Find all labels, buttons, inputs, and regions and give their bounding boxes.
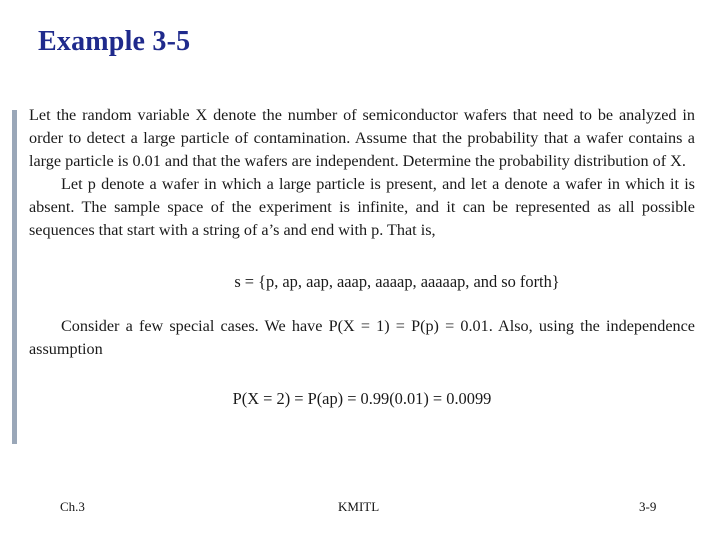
left-accent-bar	[12, 110, 17, 444]
footer-chapter: Ch.3	[60, 499, 85, 514]
footer-institution: KMITL	[338, 499, 380, 514]
slide-body	[29, 104, 695, 410]
slide-title: Example 3-5	[38, 26, 191, 57]
problem-statement: Let the random variable X denote the number of semiconductor wafers that need to be analyzed in order to detect a large particle of contamination. Assume that the probability that a wafer contains a large particle is 0.01 and that the wafers are independent. Determine the probability distribution of X.	[29, 106, 695, 170]
special-cases-text: Consider a few special cases. We have P(X = 1) = P(p) = 0.01. Also, using the independence assumption	[29, 317, 695, 358]
footer-page-number: 3-9	[639, 499, 657, 514]
sample-space-description: Let p denote a wafer in which a large particle is present, and let a denote a wafer in which it is absent. The sample space of the experiment is infinite, and it can be represented as all possible sequences that start with a string of a’s and end with p. That is,	[29, 175, 695, 239]
probability-formula: P(X = 2) = P(ap) = 0.99(0.01) = 0.0099	[232, 389, 492, 408]
sample-space-formula: s = {p, ap, aap, aaap, aaaap, aaaaap, and so forth}	[234, 272, 560, 291]
